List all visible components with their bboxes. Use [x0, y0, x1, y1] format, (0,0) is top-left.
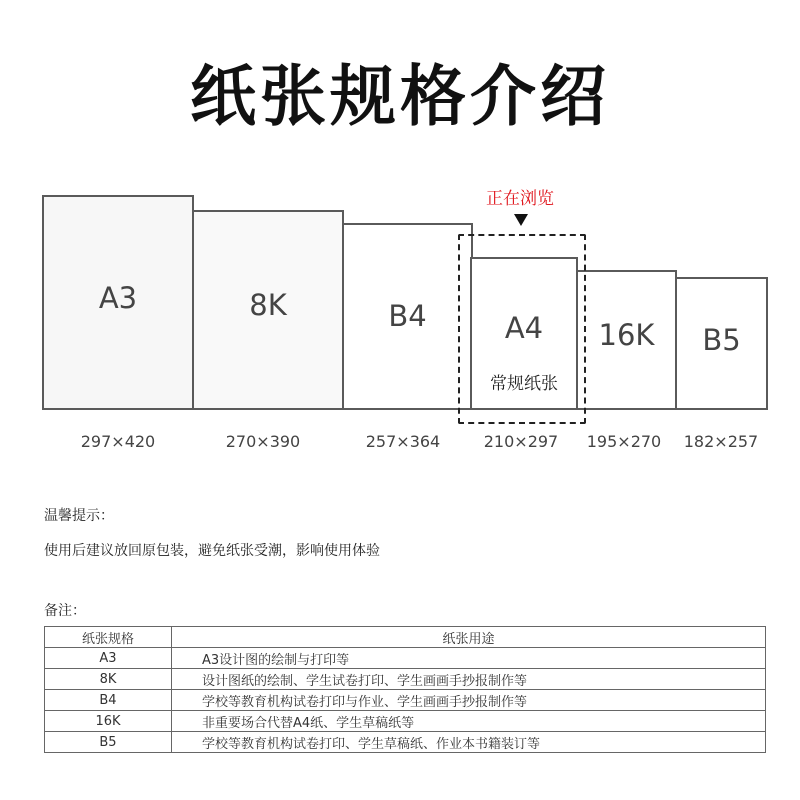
paper-b4 [342, 223, 473, 410]
table-header-row [45, 627, 766, 648]
dims-16k: 195×270 [586, 432, 662, 451]
tip-heading: 温馨提示： [44, 508, 114, 524]
paper-8k [192, 210, 344, 410]
tip-text: 使用后建议放回原包装，避免纸张受潮，影响使用体验 [44, 543, 380, 559]
table-row [45, 732, 766, 753]
table-cell-size: 16K [45, 711, 172, 732]
table-cell-usage: 学校等教育机构试卷打印与作业、学生画画手抄报制作等 [172, 690, 766, 711]
page-title: 纸张规格介绍 [190, 58, 610, 135]
paper-b4-label: B4 [388, 299, 427, 333]
table-cell-size: 8K [45, 669, 172, 690]
paper-a3-label: A3 [98, 281, 138, 315]
table-cell-size: A3 [45, 648, 172, 669]
table-header: 纸张规格 [45, 627, 172, 648]
table-cell-usage: 设计图纸的绘制、学生试卷打印、学生画画手抄报制作等 [172, 669, 766, 690]
dims-a4: 210×297 [483, 432, 559, 451]
selection-frame [458, 234, 586, 424]
down-arrow-icon [514, 214, 528, 226]
paper-b5 [675, 277, 768, 410]
table-row [45, 711, 766, 732]
dims-a3: 297×420 [80, 432, 156, 451]
table-cell-size: B4 [45, 690, 172, 711]
dims-b4: 257×364 [365, 432, 441, 451]
paper-a4-sublabel: 常规纸张 [490, 374, 558, 394]
dims-b5: 182×257 [683, 432, 759, 451]
paper-usage-table [44, 626, 766, 753]
notes-heading: 备注： [44, 603, 86, 619]
paper-a4-label: A4 [504, 311, 544, 345]
paper-16k [576, 270, 677, 410]
paper-b5-label: B5 [702, 323, 741, 357]
paper-16k-label: 16K [598, 318, 655, 352]
table-cell-usage: 学校等教育机构试卷打印、学生草稿纸、作业本书籍装订等 [172, 732, 766, 753]
paper-8k-label: 8K [249, 288, 287, 322]
paper-a3 [42, 195, 194, 410]
table-cell-usage: 非重要场合代替A4纸、学生草稿纸等 [172, 711, 766, 732]
table-row [45, 648, 766, 669]
table-row [45, 669, 766, 690]
table-row [45, 690, 766, 711]
table-cell-usage: A3设计图的绘制与打印等 [172, 648, 766, 669]
dims-8k: 270×390 [225, 432, 301, 451]
browsing-label: 正在浏览 [486, 189, 554, 209]
table-header: 纸张用途 [172, 627, 766, 648]
table-cell-size: B5 [45, 732, 172, 753]
